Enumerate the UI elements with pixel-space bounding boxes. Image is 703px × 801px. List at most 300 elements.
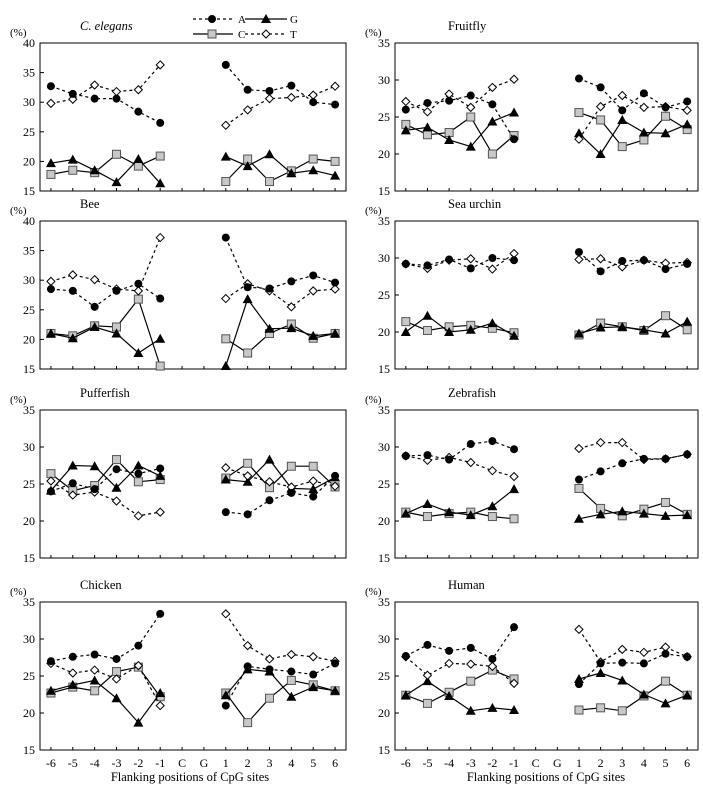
- point-c: [287, 676, 295, 684]
- point-t: [467, 660, 475, 668]
- series-line-c: [51, 299, 160, 366]
- series-line-c: [579, 681, 687, 711]
- point-t: [156, 702, 164, 710]
- point-a: [575, 75, 583, 83]
- point-t: [244, 642, 252, 650]
- plot-frame: [395, 221, 698, 369]
- point-c: [575, 109, 583, 117]
- point-a: [69, 653, 77, 661]
- plot-frame: [40, 410, 346, 558]
- point-t: [287, 93, 295, 101]
- point-a: [597, 267, 605, 275]
- point-g: [265, 149, 275, 158]
- y-tick-label: 15: [378, 362, 390, 376]
- point-c: [331, 157, 339, 165]
- point-g: [401, 327, 411, 336]
- x-tick-label: 4: [640, 756, 647, 770]
- point-a: [309, 271, 317, 279]
- series-line-c: [226, 463, 335, 487]
- point-a: [113, 95, 121, 103]
- y-tick-label: 35: [378, 595, 390, 609]
- y-tick-label: 20: [378, 706, 390, 720]
- point-a: [47, 487, 55, 495]
- y-tick-label: 25: [23, 669, 35, 683]
- point-c: [244, 459, 252, 467]
- point-a: [287, 277, 295, 285]
- point-t: [47, 99, 55, 107]
- point-a: [156, 464, 164, 472]
- plot-frame: [40, 43, 346, 191]
- y-tick-label: 20: [23, 332, 35, 347]
- point-a: [69, 90, 77, 98]
- point-a: [244, 510, 252, 518]
- point-a: [618, 659, 626, 667]
- y-unit-label: (%): [10, 394, 27, 406]
- point-a: [467, 440, 475, 448]
- point-g: [487, 703, 497, 712]
- series-line-g: [226, 299, 335, 366]
- y-tick-label: 35: [23, 243, 35, 258]
- point-a: [266, 284, 274, 292]
- point-a: [683, 653, 691, 661]
- point-t: [402, 97, 410, 105]
- y-tick-label: 25: [378, 477, 390, 491]
- point-a: [423, 641, 431, 649]
- series-line-g: [51, 327, 160, 353]
- point-c: [597, 116, 605, 124]
- point-a: [402, 452, 410, 460]
- legend-marker-a: [208, 15, 216, 23]
- x-tick-label: 6: [332, 756, 339, 770]
- point-c: [134, 162, 142, 170]
- series-line-a: [579, 654, 687, 684]
- point-t: [618, 92, 626, 100]
- point-c: [488, 150, 496, 158]
- chart-c-elegans: [10, 19, 346, 198]
- point-a: [575, 248, 583, 256]
- point-g: [422, 499, 432, 508]
- point-a: [222, 702, 230, 710]
- point-c: [423, 699, 431, 707]
- y-tick-label: 15: [23, 551, 35, 565]
- series-line-g: [579, 511, 687, 518]
- point-c: [640, 136, 648, 144]
- point-t: [575, 255, 583, 263]
- x-tick-label: G: [552, 756, 562, 770]
- y-tick-label: 25: [378, 669, 390, 683]
- point-t: [113, 675, 121, 683]
- y-tick-label: 15: [378, 743, 390, 757]
- y-tick-label: 20: [378, 147, 390, 161]
- point-g: [90, 675, 100, 684]
- series-line-g: [579, 322, 687, 334]
- point-g: [509, 108, 519, 117]
- point-t: [445, 659, 453, 667]
- point-a: [113, 655, 121, 663]
- point-a: [597, 659, 605, 667]
- series-line-t: [406, 79, 514, 112]
- point-t: [331, 82, 339, 90]
- x-tick-label: -3: [465, 756, 476, 770]
- y-tick-label: 30: [23, 95, 35, 110]
- x-axis-title-left: Flanking positions of CpG sites: [110, 770, 270, 784]
- series-line-a: [51, 86, 160, 123]
- series-line-g: [226, 460, 335, 490]
- y-tick-label: 15: [378, 551, 390, 565]
- point-c: [683, 326, 691, 334]
- y-unit-label: (%): [10, 586, 27, 598]
- point-g: [487, 501, 497, 510]
- point-a: [287, 489, 295, 497]
- point-a: [423, 99, 431, 107]
- point-g: [661, 698, 671, 707]
- point-a: [445, 647, 453, 655]
- y-tick-label: 20: [23, 514, 35, 528]
- point-a: [510, 135, 518, 143]
- point-c: [423, 327, 431, 335]
- y-tick-label: 15: [23, 743, 35, 757]
- x-tick-label: -6: [45, 756, 56, 770]
- x-tick-label: 3: [619, 756, 626, 770]
- point-a: [488, 437, 496, 445]
- y-tick-label: 35: [378, 214, 390, 228]
- series-line-c: [226, 159, 335, 182]
- x-tick-label: -1: [509, 756, 520, 770]
- y-tick-label: 40: [23, 36, 35, 50]
- x-tick-label: -5: [67, 756, 78, 770]
- point-a: [662, 103, 670, 111]
- y-tick-label: 30: [378, 632, 390, 646]
- point-a: [618, 257, 626, 265]
- panel-title: C. elegans: [80, 19, 133, 33]
- x-tick-label: -5: [422, 756, 433, 770]
- point-g: [155, 334, 165, 343]
- y-tick-label: 15: [378, 184, 390, 198]
- point-c: [597, 704, 605, 712]
- point-c: [575, 706, 583, 714]
- point-t: [309, 91, 317, 99]
- point-g: [487, 318, 497, 327]
- point-t: [597, 255, 605, 263]
- x-tick-label: 4: [288, 756, 295, 770]
- point-a: [423, 451, 431, 459]
- point-t: [91, 81, 99, 89]
- series-a: [402, 248, 691, 275]
- point-c: [69, 166, 77, 174]
- point-c: [662, 499, 670, 507]
- point-c: [309, 462, 317, 470]
- point-a: [91, 95, 99, 103]
- series-line-g: [406, 489, 514, 515]
- point-a: [47, 657, 55, 665]
- y-tick-label: 35: [23, 595, 35, 609]
- point-a: [445, 456, 453, 464]
- legend-label-c: C: [238, 29, 246, 41]
- chart-fruitfly: [365, 19, 698, 198]
- chart-sea-urchin: [365, 197, 698, 376]
- y-tick-label: 30: [23, 273, 35, 288]
- series-line-t: [579, 629, 687, 662]
- legend-marker-c: [208, 30, 216, 38]
- plot-frame: [40, 221, 346, 369]
- point-a: [488, 655, 496, 663]
- point-a: [222, 61, 230, 69]
- point-g: [68, 155, 78, 164]
- point-a: [662, 650, 670, 658]
- x-tick-label: 6: [684, 756, 691, 770]
- x-axis-title-right: Flanking positions of CpG sites: [466, 770, 626, 784]
- point-t: [575, 444, 583, 452]
- point-a: [331, 659, 339, 667]
- point-a: [134, 108, 142, 116]
- point-c: [510, 515, 518, 523]
- point-t: [510, 473, 518, 481]
- point-c: [287, 462, 295, 470]
- point-t: [69, 669, 77, 677]
- point-a: [244, 86, 252, 94]
- series-g: [401, 484, 692, 523]
- y-unit-label: (%): [365, 586, 382, 598]
- series-line-g: [51, 680, 160, 722]
- x-tick-label: 2: [244, 756, 251, 770]
- point-c: [662, 677, 670, 685]
- point-a: [134, 470, 142, 478]
- point-t: [597, 439, 605, 447]
- series-c: [402, 109, 691, 158]
- point-g: [487, 116, 497, 125]
- y-tick-label: 20: [23, 154, 35, 169]
- point-c: [244, 349, 252, 357]
- y-tick-label: 35: [23, 403, 35, 417]
- point-t: [91, 276, 99, 284]
- point-t: [309, 287, 317, 295]
- y-unit-label: (%): [365, 205, 382, 217]
- plot-frame: [395, 602, 698, 750]
- y-tick-label: 30: [378, 73, 390, 87]
- point-t: [287, 651, 295, 659]
- chart-pufferfish: [10, 386, 346, 565]
- x-tick-label: -2: [133, 756, 144, 770]
- x-tick-label: 1: [575, 756, 582, 770]
- point-t: [222, 610, 230, 618]
- series-line-a: [226, 238, 335, 289]
- series-line-c: [226, 680, 335, 722]
- point-a: [266, 87, 274, 95]
- y-tick-label: 35: [378, 403, 390, 417]
- point-t: [467, 459, 475, 467]
- point-a: [597, 83, 605, 91]
- point-t: [222, 464, 230, 472]
- point-a: [113, 465, 121, 473]
- chart-zebrafish: [365, 386, 698, 565]
- point-c: [134, 478, 142, 486]
- point-t: [266, 95, 274, 103]
- point-c: [91, 687, 99, 695]
- point-a: [640, 455, 648, 463]
- point-g: [265, 455, 275, 464]
- series-line-c: [406, 117, 514, 154]
- point-t: [618, 439, 626, 447]
- point-a: [488, 100, 496, 108]
- point-g: [617, 115, 627, 124]
- point-a: [244, 662, 252, 670]
- point-g: [509, 484, 519, 493]
- y-unit-label: (%): [10, 27, 27, 39]
- point-g: [617, 506, 627, 515]
- point-t: [134, 512, 142, 520]
- point-t: [134, 287, 142, 295]
- chart-human: [365, 578, 698, 770]
- y-tick-label: 25: [23, 124, 35, 139]
- point-a: [47, 82, 55, 90]
- point-a: [113, 287, 121, 295]
- point-a: [266, 496, 274, 504]
- point-t: [69, 271, 77, 279]
- series-line-t: [579, 443, 687, 460]
- point-t: [222, 121, 230, 129]
- series-line-c: [406, 670, 514, 703]
- x-tick-label: -4: [444, 756, 455, 770]
- point-g: [221, 361, 231, 370]
- series-line-t: [226, 614, 335, 661]
- series-g: [46, 664, 340, 726]
- x-tick-label: G: [199, 756, 209, 770]
- legend-marker-t: [262, 30, 270, 38]
- point-t: [640, 103, 648, 111]
- series-line-g: [579, 673, 687, 703]
- point-t: [113, 88, 121, 96]
- series-line-t: [406, 657, 514, 684]
- point-a: [331, 472, 339, 480]
- y-tick-label: 25: [23, 302, 35, 317]
- point-a: [640, 659, 648, 667]
- point-a: [309, 493, 317, 501]
- point-a: [266, 665, 274, 673]
- x-tick-label: 5: [310, 756, 317, 770]
- point-g: [133, 461, 143, 470]
- x-tick-label: -4: [89, 756, 100, 770]
- point-t: [309, 477, 317, 485]
- y-unit-label: (%): [10, 205, 27, 217]
- point-g: [112, 693, 122, 702]
- point-a: [618, 106, 626, 114]
- point-a: [222, 234, 230, 242]
- point-a: [575, 680, 583, 688]
- point-a: [309, 671, 317, 679]
- point-c: [134, 295, 142, 303]
- point-g: [422, 122, 432, 131]
- y-tick-label: 35: [23, 65, 35, 80]
- point-c: [47, 170, 55, 178]
- panel-title: Chicken: [80, 578, 122, 592]
- x-tick-label: -1: [155, 756, 166, 770]
- point-a: [510, 445, 518, 453]
- x-tick-label: 1: [222, 756, 229, 770]
- point-a: [597, 467, 605, 475]
- point-a: [309, 98, 317, 106]
- point-c: [488, 513, 496, 521]
- series-line-t: [579, 259, 687, 267]
- point-a: [91, 485, 99, 493]
- point-t: [91, 666, 99, 674]
- point-c: [156, 152, 164, 160]
- chart-chicken: [10, 578, 346, 770]
- x-tick-label: -2: [487, 756, 498, 770]
- series-t: [402, 625, 691, 687]
- point-g: [308, 165, 318, 174]
- point-c: [467, 113, 475, 121]
- point-a: [91, 303, 99, 311]
- point-a: [683, 450, 691, 458]
- point-a: [575, 476, 583, 484]
- point-a: [445, 97, 453, 105]
- point-t: [683, 106, 691, 114]
- series-line-a: [406, 441, 514, 460]
- point-a: [402, 652, 410, 660]
- point-c: [222, 178, 230, 186]
- point-a: [683, 97, 691, 105]
- series-a: [47, 61, 339, 127]
- y-tick-label: 40: [23, 214, 35, 228]
- point-a: [510, 256, 518, 264]
- y-unit-label: (%): [365, 27, 382, 39]
- point-a: [331, 279, 339, 287]
- x-tick-label: C: [178, 756, 187, 770]
- point-t: [309, 653, 317, 661]
- y-tick-label: 30: [378, 251, 390, 265]
- series-line-c: [51, 460, 160, 491]
- point-c: [423, 513, 431, 521]
- panel-title: Zebrafish: [448, 386, 496, 400]
- point-g: [243, 294, 253, 303]
- series-a: [402, 623, 691, 688]
- point-g: [682, 119, 692, 128]
- point-a: [445, 255, 453, 263]
- point-a: [47, 285, 55, 293]
- point-a: [510, 623, 518, 631]
- point-g: [617, 675, 627, 684]
- y-tick-label: 20: [23, 706, 35, 720]
- point-t: [618, 645, 626, 653]
- series-line-t: [226, 86, 335, 125]
- point-a: [640, 256, 648, 264]
- point-t: [47, 477, 55, 485]
- legend: [193, 14, 298, 41]
- point-c: [467, 677, 475, 685]
- point-c: [618, 707, 626, 715]
- point-t: [244, 106, 252, 114]
- series-line-t: [226, 284, 335, 307]
- y-tick-label: 30: [23, 440, 35, 454]
- point-a: [618, 459, 626, 467]
- point-t: [488, 265, 496, 273]
- point-c: [156, 362, 164, 370]
- point-c: [423, 131, 431, 139]
- point-g: [68, 461, 78, 470]
- point-c: [113, 456, 121, 464]
- series-line-c: [51, 667, 160, 697]
- panels: [10, 19, 698, 770]
- point-a: [134, 280, 142, 288]
- point-a: [69, 287, 77, 295]
- point-c: [402, 318, 410, 326]
- y-tick-label: 25: [378, 110, 390, 124]
- point-t: [488, 467, 496, 475]
- point-g: [133, 154, 143, 163]
- point-t: [266, 655, 274, 663]
- x-tick-label: -6: [400, 756, 411, 770]
- plot-frame: [395, 410, 698, 558]
